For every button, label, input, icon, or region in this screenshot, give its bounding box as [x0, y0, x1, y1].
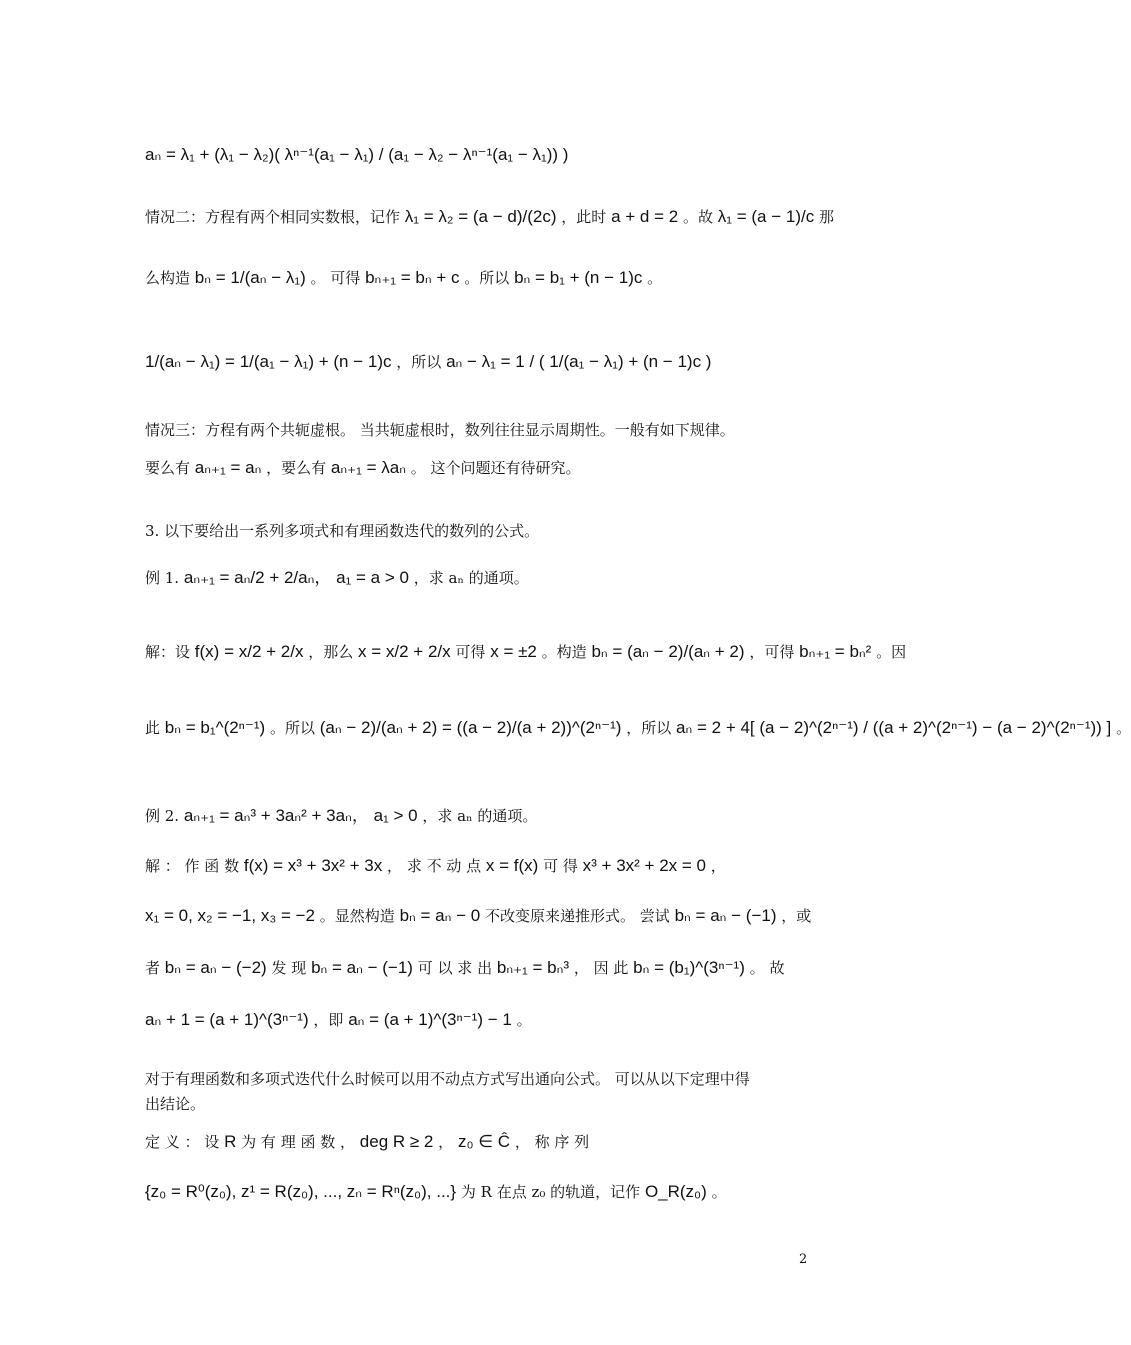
case-three-line: 情况三：方程有两个共轭虚根。 当共轭虚根时，数列往往显示周期性。一般有如下规律。: [145, 421, 735, 439]
formula: aₙ = (a + 1)^(3ⁿ⁻¹) − 1: [348, 1010, 512, 1029]
example-2-solution-line-2: [145, 906, 811, 926]
text: ，求 aₙ 的通项。: [422, 807, 538, 825]
text: 。 这个问题还有待研究。: [410, 459, 581, 477]
case-two-line-3: [145, 352, 711, 372]
section-3-heading: 3. 以下要给出一系列多项式和有理函数迭代的数列的公式。: [145, 522, 540, 540]
formula: bₙ₊₁ = bₙ + c: [365, 268, 460, 287]
formula: aₙ − λ₁ = 1 / ( 1/(a₁ − λ₁) + (n − 1)c ): [446, 352, 712, 371]
text: 。所以: [269, 719, 315, 737]
text: 。: [647, 269, 663, 287]
text: 情况二：方程有两个相同实数根，记作: [145, 208, 401, 226]
formula: bₙ = aₙ − (−1): [311, 958, 413, 977]
text: 例 1.: [145, 569, 180, 587]
case-three-rule: [145, 458, 581, 478]
example-1-solution-line-1: [145, 642, 906, 662]
example-1-statement: [145, 568, 529, 588]
formula: z₀ ∈ Ĉ: [457, 1132, 511, 1151]
formula: bₙ = aₙ − 0: [399, 906, 481, 925]
text: 。: [1116, 719, 1131, 737]
text: 者: [145, 959, 161, 977]
text: 为 R 在点 z₀ 的轨道，记作: [460, 1183, 641, 1201]
formula: bₙ = b₁ + (n − 1)c: [514, 268, 643, 287]
text: ，要么有: [266, 459, 327, 477]
text: ，求 aₙ 的通项。: [413, 569, 529, 587]
formula: x = x/2 + 2/x: [358, 642, 451, 661]
text: ，: [710, 857, 726, 875]
text: 。 可得: [310, 269, 361, 287]
paragraph-line-1: 对于有理函数和多项式迭代什么时候可以用不动点方式写出通向公式。 可以从以下定理中得: [145, 1070, 750, 1088]
text: 解 ： 作 函 数: [145, 857, 240, 875]
formula: aₙ + 1 = (a + 1)^(3ⁿ⁻¹): [145, 1010, 309, 1029]
formula: aₙ₊₁ = aₙ/2 + 2/aₙ， a₁ = a > 0: [183, 568, 409, 587]
example-2-solution-line-4: [145, 1010, 532, 1030]
formula: O_R(z₀): [644, 1182, 707, 1201]
example-2-statement: [145, 806, 537, 826]
example-2-solution-line-3: [145, 958, 784, 978]
formula: aₙ₊₁ = aₙ: [194, 458, 262, 477]
text: 要么有: [145, 459, 191, 477]
text: 。所以: [464, 269, 510, 287]
formula: aₙ = 2 + 4[ (a − 2)^(2ⁿ⁻¹) / ((a + 2)^(2ⁿ⁻¹) − (a − 2)^(2ⁿ⁻¹)) ]: [676, 718, 1112, 737]
formula: a + d = 2: [611, 207, 679, 226]
page-number: 2: [799, 1252, 808, 1267]
text: 例 2.: [145, 807, 180, 825]
text: 可 以 求 出: [417, 959, 493, 977]
formula: R: [224, 1132, 237, 1151]
example-1-solution-line-2: [145, 718, 1131, 738]
text: 那: [819, 208, 835, 226]
definition-line-1: [145, 1132, 589, 1152]
formula: deg R ≥ 2: [359, 1132, 434, 1151]
formula: f(x) = x/2 + 2/x: [194, 642, 304, 661]
case-two-line-2: [145, 268, 662, 288]
text: 。 故: [749, 959, 785, 977]
text: 解：设: [145, 643, 191, 661]
formula: bₙ = aₙ − (−1): [674, 906, 777, 925]
paragraph-line-2: 出结论。: [145, 1095, 206, 1113]
text: 发 现: [271, 959, 307, 977]
text: ，或: [781, 907, 812, 925]
text: 么构造: [145, 269, 191, 287]
formula: bₙ₊₁ = bₙ²: [799, 642, 872, 661]
text: 。: [516, 1011, 532, 1029]
text: ，此时: [561, 208, 607, 226]
text: ，即: [313, 1011, 344, 1029]
formula: bₙ = b₁^(2ⁿ⁻¹): [164, 718, 266, 737]
formula: (aₙ − 2)/(aₙ + 2) = ((a − 2)/(a + 2))^(2ⁿ⁻¹): [319, 718, 622, 737]
text: 。故: [682, 208, 713, 226]
formula: bₙ = 1/(aₙ − λ₁): [194, 268, 306, 287]
definition-line-2: [145, 1182, 727, 1202]
formula: aₙ₊₁ = λaₙ: [330, 458, 406, 477]
text: 。因: [876, 643, 907, 661]
text: ，: [438, 1133, 454, 1151]
example-2-solution-line-1: [145, 856, 726, 876]
text: ，所以: [626, 719, 672, 737]
formula: x₁ = 0, x₂ = −1, x₃ = −2: [145, 906, 315, 925]
formula-an-case-one: aₙ = λ₁ + (λ₁ − λ₂)( λⁿ⁻¹(a₁ − λ₁) / (a₁ − λ₂ − λⁿ⁻¹(a₁ − λ₁)) ): [145, 145, 569, 164]
formula: bₙ = (aₙ − 2)/(aₙ + 2): [591, 642, 745, 661]
text: 定 义 ： 设: [145, 1133, 220, 1151]
text: 。: [711, 1183, 727, 1201]
text: 。构造: [541, 643, 587, 661]
text: 不改变原来递推形式。 尝试: [485, 907, 670, 925]
text: ， 称 序 列: [514, 1133, 590, 1151]
formula: λ₁ = λ₂ = (a − d)/(2c): [404, 207, 557, 226]
formula: bₙ₊₁ = bₙ³: [496, 958, 570, 977]
text: 。显然构造: [319, 907, 395, 925]
text: 可得: [455, 643, 486, 661]
formula: {z₀ = R⁰(z₀), z¹ = R(z₀), ..., zₙ = Rⁿ(z₀), ...}: [145, 1182, 457, 1201]
text: ，所以: [396, 353, 442, 371]
formula: bₙ = aₙ − (−2): [164, 958, 267, 977]
formula: 1/(aₙ − λ₁) = 1/(a₁ − λ₁) + (n − 1)c: [145, 352, 392, 371]
text: ，那么: [308, 643, 354, 661]
formula: λ₁ = (a − 1)/c: [717, 207, 815, 226]
text: 此: [145, 719, 161, 737]
text: ，可得: [749, 643, 795, 661]
formula: bₙ = (b₁)^(3ⁿ⁻¹): [633, 958, 745, 977]
formula: x = f(x): [485, 856, 539, 875]
text: ， 因 此: [573, 959, 629, 977]
text: 为 有 理 函 数 ，: [241, 1133, 355, 1151]
formula: f(x) = x³ + 3x² + 3x: [243, 856, 383, 875]
formula: aₙ₊₁ = aₙ³ + 3aₙ² + 3aₙ， a₁ > 0: [183, 806, 418, 825]
text: 可 得: [543, 857, 578, 875]
formula: x³ + 3x² + 2x = 0: [582, 856, 706, 875]
formula: x = ±2: [490, 642, 537, 661]
text: ， 求 不 动 点: [387, 857, 482, 875]
case-two-line-1: [145, 207, 834, 227]
